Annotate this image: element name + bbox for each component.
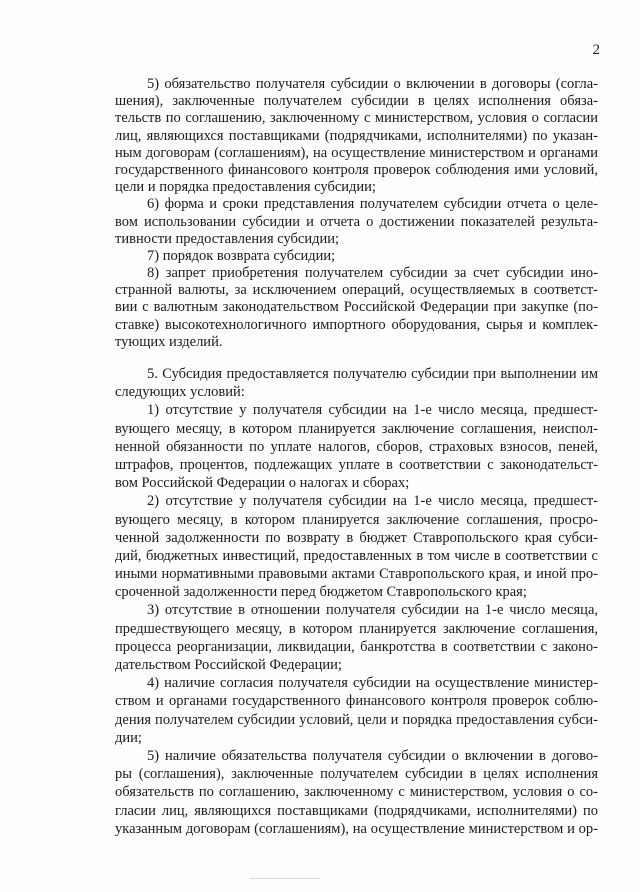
text-line: указанным договорам (соглашениям), на осуществление министерством и ор-: [115, 820, 598, 837]
text-line: тивности предоставления субсидии;: [115, 230, 340, 247]
text-line: 5) обязательство получателя субсидии о включении в договоры (согла-: [147, 76, 598, 92]
condition-5-paragraph: [115, 747, 598, 838]
text-line: 2) отсутствие у получателя субсидии на 1-е число месяца, предшест-: [147, 493, 598, 510]
condition-4-paragraph: [115, 674, 598, 747]
text-line: гласии лиц, являющихся поставщиками (подрядчиками, исполнителями) по: [115, 802, 598, 819]
text-line: государственного финансового контроля проверок соблюдения ими условий,: [115, 161, 598, 178]
text-line: цели и порядка предоставления субсидии;: [115, 179, 376, 196]
text-line: 6) форма и сроки представления получателем субсидии отчета о целе-: [147, 196, 598, 213]
text-line: 8) запрет приобретения получателем субсидии за счет субсидии ино-: [147, 265, 598, 282]
text-line: шения), заключенные получателем субсидии в целях исполнения обяза-: [115, 93, 598, 110]
text-line: дения получателем субсидии условий, цели и порядка предоставления субси-: [115, 711, 598, 728]
text-line: лиц, являющихся поставщиками (подрядчиками, исполнителями) по указан-: [115, 127, 598, 144]
text-line: 7) порядок возврата субсидии;: [147, 247, 336, 264]
scan-artifact: [250, 878, 320, 879]
text-line: странной валюты, за исключением операций, осуществляемых в соответст-: [115, 282, 598, 299]
text-line: вом использовании субсидии и отчета о достижении показателей результа-: [115, 213, 598, 230]
text-line: ченной задолженности по возврату в бюджет Ставропольского края субси-: [115, 529, 598, 546]
text-line: штрафов, процентов, подлежащих уплате в соответствии с законодательст-: [115, 456, 598, 473]
text-line: дии;: [115, 729, 142, 746]
text-line: ры (соглашения), заключенные получателем субсидии в целях исполнения: [115, 766, 598, 783]
text-line: вующего месяцу, в котором планируется заключение соглашения, неиспол-: [115, 420, 598, 437]
text-line: ным договорам (соглашениям), на осуществление министерством и органами: [115, 144, 598, 161]
condition-1-paragraph: [115, 401, 598, 492]
text-line: ством и органами государственного финансового контроля проверок соблю-: [115, 693, 598, 710]
text-line: 5) наличие обязательства получателя субсидии о включении в догово-: [147, 747, 598, 764]
item-8-currency-ban-paragraph: [115, 265, 598, 351]
continued-list-section: [115, 76, 598, 351]
text-line: тельств по соглашению, заключенному с министерством, условия о согласии: [115, 110, 598, 127]
text-line: ставке) высокотехнологичного импортного оборудования, сырья и комплек-: [115, 316, 598, 333]
clause-5-intro-paragraph: [115, 365, 598, 401]
condition-2-paragraph: [115, 492, 598, 601]
text-line: вом Российской Федерации о налогах и сборах;: [115, 475, 410, 492]
text-line: 5. Субсидия предоставляется получателю субсидии при выполнении им: [147, 366, 598, 382]
item-7-refund-paragraph: [115, 248, 598, 265]
text-line: 3) отсутствие в отношении получателя субсидии на 1-е число месяца,: [147, 602, 598, 619]
item-5-obligation-paragraph: [115, 76, 598, 196]
condition-3-paragraph: [115, 601, 598, 674]
text-line: следующих условий:: [115, 384, 245, 401]
text-line: предшествующего месяцу, в котором планируется заключение соглашения,: [115, 620, 598, 637]
text-line: 4) наличие согласия получателя субсидии на осуществление министер-: [147, 675, 598, 692]
page-number: 2: [592, 42, 600, 58]
text-line: ненной обязанности по уплате налогов, сборов, страховых взносов, пеней,: [115, 438, 598, 455]
clause-5-section: [115, 365, 598, 838]
text-line: тующих изделий.: [115, 333, 223, 350]
text-line: вующего месяцу, в котором планируется заключение соглашения, просро-: [115, 511, 598, 528]
text-line: вии с валютным законодательством Российской Федерации при закупке (по-: [115, 299, 598, 316]
item-6-reporting-paragraph: [115, 196, 598, 248]
text-line: иными нормативными правовыми актами Ставропольского края, и иной про-: [115, 566, 598, 583]
text-line: дательством Российской Федерации;: [115, 657, 342, 673]
text-line: обязательств по соглашению, заключенному с министерством, условия о со-: [115, 784, 598, 801]
text-line: сроченной задолженности перед бюджетом Ставропольского края;: [115, 584, 527, 601]
text-line: дий, бюджетных инвестиций, предоставленных в том числе в соответствии с: [115, 547, 598, 564]
text-line: 1) отсутствие у получателя субсидии на 1-е число месяца, предшест-: [147, 402, 598, 419]
text-line: процесса реорганизации, ликвидации, банкротства в соответствии с законо-: [115, 638, 598, 655]
